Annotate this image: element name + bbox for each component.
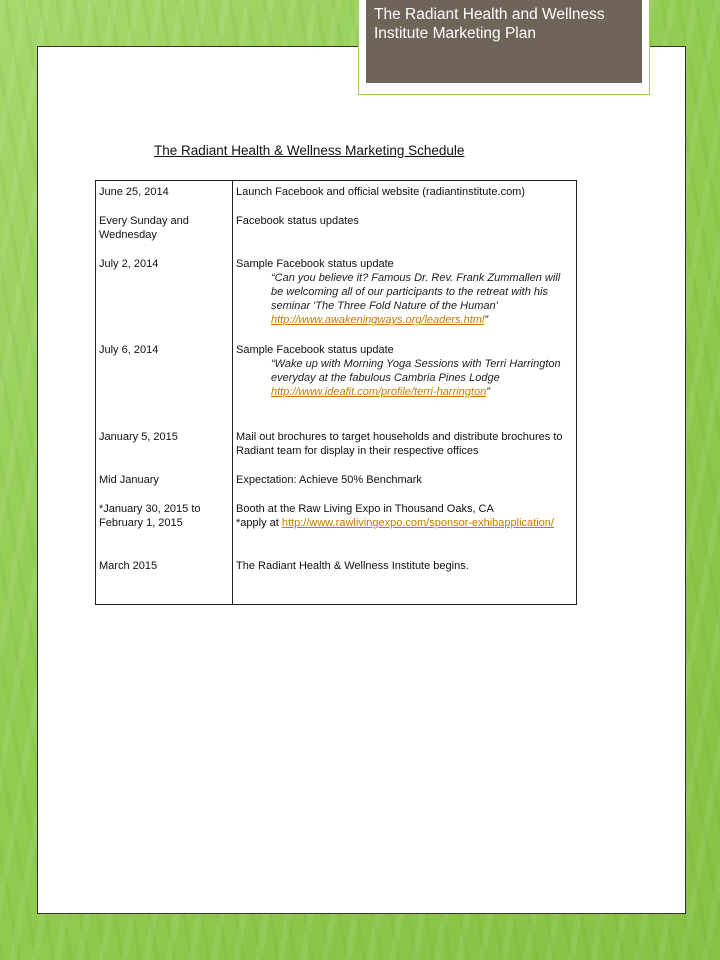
row-description-text: Booth at the Raw Living Expo in Thousand Oaks, CA: [236, 503, 494, 515]
title-box: [358, 0, 650, 95]
plan-title: The Radiant Health and Wellness Institute Marketing Plan: [366, 0, 642, 83]
quote-close: ”: [486, 386, 490, 398]
row-date: January 5, 2015: [99, 431, 178, 443]
sample-status-quote: [236, 271, 573, 327]
row-date: July 6, 2014: [99, 344, 159, 356]
row-description: [236, 343, 573, 399]
row-date: July 2, 2014: [99, 258, 159, 270]
ideafit-link[interactable]: http://www.ideafit.com/profile/terri-harrington: [271, 386, 487, 398]
awakeningways-link[interactable]: http://www.awakeningways.org/leaders.html: [271, 314, 485, 326]
rawliving-expo-link[interactable]: http://www.rawlivingexpo.com/sponsor-exhibapplication/: [281, 517, 554, 529]
row-date: Every Sunday and Wednesday: [99, 215, 189, 241]
row-date: June 25, 2014: [99, 186, 169, 198]
row-description: The Radiant Health & Wellness Institute begins.: [236, 560, 469, 572]
row-description: [236, 257, 573, 327]
schedule-table: [95, 180, 577, 605]
column-divider: [232, 181, 233, 604]
row-date: March 2015: [99, 560, 158, 572]
sample-status-quote: [236, 357, 573, 399]
apply-prefix: *apply at: [236, 517, 282, 529]
quote-close: ”: [484, 314, 489, 326]
row-description: Expectation: Achieve 50% Benchmark: [236, 474, 422, 486]
row-date: Mid January: [99, 474, 159, 486]
row-date: *January 30, 2015 to February 1, 2015: [99, 503, 201, 529]
row-description-text: Sample Facebook status update: [236, 344, 394, 356]
row-description: [236, 502, 573, 530]
row-description: Mail out brochures to target households and distribute brochures to Radiant team for display in their respective offices: [236, 431, 563, 457]
quote-text: “Can you believe it? Famous Dr. Rev. Frank Zummallen will be welcoming all of our participants to the retreat with his seminar 'The Three Fold Nature of the Human': [271, 272, 561, 312]
quote-text: “Wake up with Morning Yoga Sessions with Terri Harrington everyday at the fabulous Cambria Pines Lodge: [271, 358, 561, 384]
row-description-text: Sample Facebook status update: [236, 258, 394, 270]
row-description: Launch Facebook and official website (radiantinstitute.com): [236, 186, 526, 198]
apply-line: [236, 516, 573, 530]
schedule-heading: The Radiant Health & Wellness Marketing Schedule: [154, 143, 465, 158]
row-description: Facebook status updates: [236, 215, 359, 227]
